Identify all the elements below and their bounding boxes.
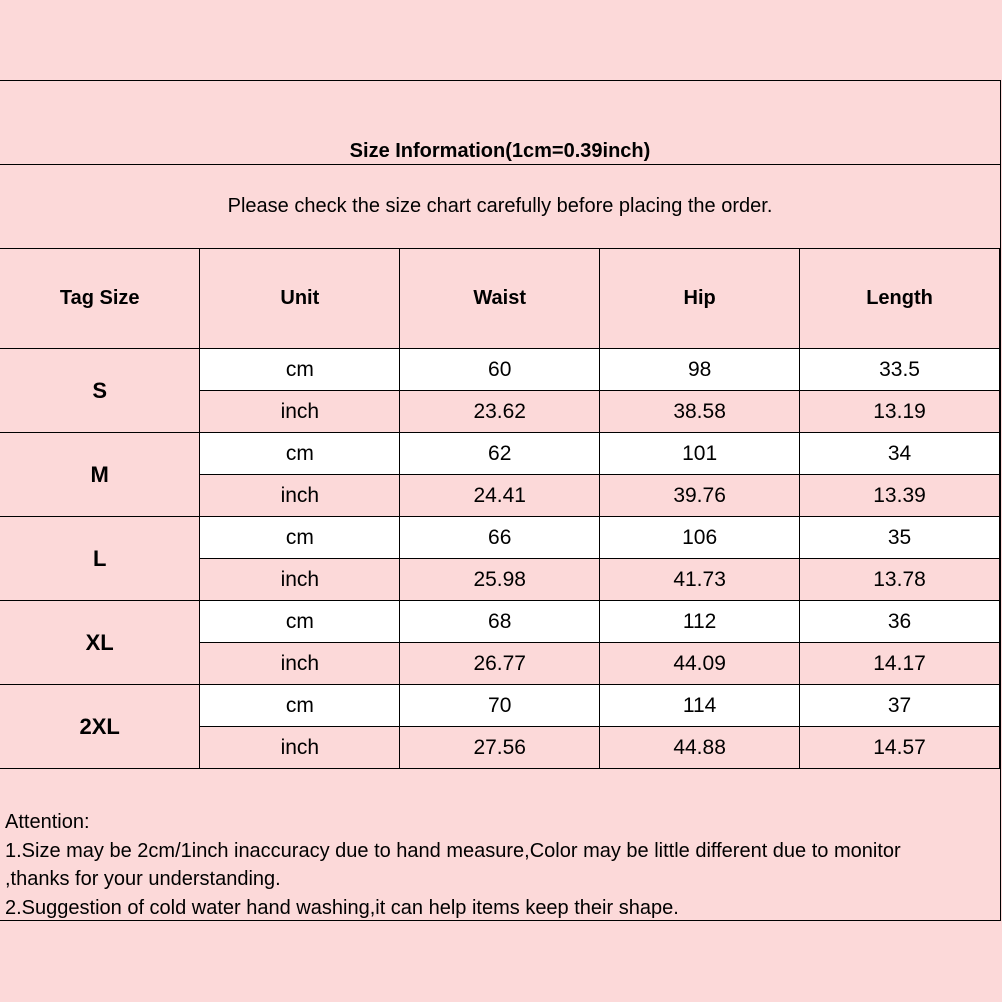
hip-cell: 106 (600, 517, 800, 559)
attention-line-2: ,thanks for your understanding. (5, 868, 281, 890)
page-title: Size Information(1cm=0.39inch) (349, 140, 651, 162)
table-header-row (0, 249, 1000, 349)
waist-cell: 26.77 (400, 643, 600, 685)
unit-cell: cm (200, 517, 400, 559)
unit-cell: inch (200, 559, 400, 601)
column-header-length: Length (800, 249, 1000, 349)
length-cell: 14.17 (800, 643, 1000, 685)
tag-size-cell: M (0, 433, 200, 517)
length-cell: 36 (800, 601, 1000, 643)
length-cell: 13.78 (800, 559, 1000, 601)
waist-cell: 70 (400, 685, 600, 727)
hip-cell: 112 (600, 601, 800, 643)
hip-cell: 101 (600, 433, 800, 475)
hip-cell: 44.88 (600, 727, 800, 769)
notice-text: Please check the size chart carefully before placing the order. (227, 195, 773, 217)
hip-cell: 39.76 (600, 475, 800, 517)
column-header-waist: Waist (400, 249, 600, 349)
notice-row (0, 165, 1000, 249)
hip-cell: 41.73 (600, 559, 800, 601)
title-row (0, 81, 1000, 165)
length-cell: 14.57 (800, 727, 1000, 769)
hip-cell: 98 (600, 349, 800, 391)
tag-size-cell: S (0, 349, 200, 433)
size-table (0, 249, 1000, 769)
waist-cell: 66 (400, 517, 600, 559)
column-header-tag-size: Tag Size (0, 249, 200, 349)
unit-cell: cm (200, 601, 400, 643)
attention-line-3: 2.Suggestion of cold water hand washing,it can help items keep their shape. (5, 896, 679, 919)
unit-cell: cm (200, 433, 400, 475)
unit-cell: cm (200, 349, 400, 391)
table-row (0, 601, 1000, 643)
tag-size-cell: L (0, 517, 200, 601)
attention-heading: Attention: (5, 811, 90, 833)
hip-cell: 44.09 (600, 643, 800, 685)
table-row (0, 433, 1000, 475)
unit-cell: inch (200, 391, 400, 433)
attention-line-1: 1.Size may be 2cm/1inch inaccuracy due to hand measure,Color may be little different due to monitor (5, 839, 901, 862)
size-chart-sheet (0, 80, 1001, 921)
waist-cell: 23.62 (400, 391, 600, 433)
attention-notes (5, 808, 995, 922)
tag-size-cell: XL (0, 601, 200, 685)
column-header-unit: Unit (200, 249, 400, 349)
length-cell: 33.5 (800, 349, 1000, 391)
waist-cell: 24.41 (400, 475, 600, 517)
length-cell: 13.39 (800, 475, 1000, 517)
length-cell: 35 (800, 517, 1000, 559)
table-row (0, 685, 1000, 727)
waist-cell: 27.56 (400, 727, 600, 769)
length-cell: 37 (800, 685, 1000, 727)
unit-cell: inch (200, 475, 400, 517)
unit-cell: cm (200, 685, 400, 727)
waist-cell: 60 (400, 349, 600, 391)
unit-cell: inch (200, 727, 400, 769)
hip-cell: 114 (600, 685, 800, 727)
length-cell: 34 (800, 433, 1000, 475)
unit-cell: inch (200, 643, 400, 685)
length-cell: 13.19 (800, 391, 1000, 433)
table-row (0, 517, 1000, 559)
tag-size-cell: 2XL (0, 685, 200, 769)
waist-cell: 25.98 (400, 559, 600, 601)
waist-cell: 68 (400, 601, 600, 643)
hip-cell: 38.58 (600, 391, 800, 433)
table-row (0, 349, 1000, 391)
waist-cell: 62 (400, 433, 600, 475)
column-header-hip: Hip (600, 249, 800, 349)
